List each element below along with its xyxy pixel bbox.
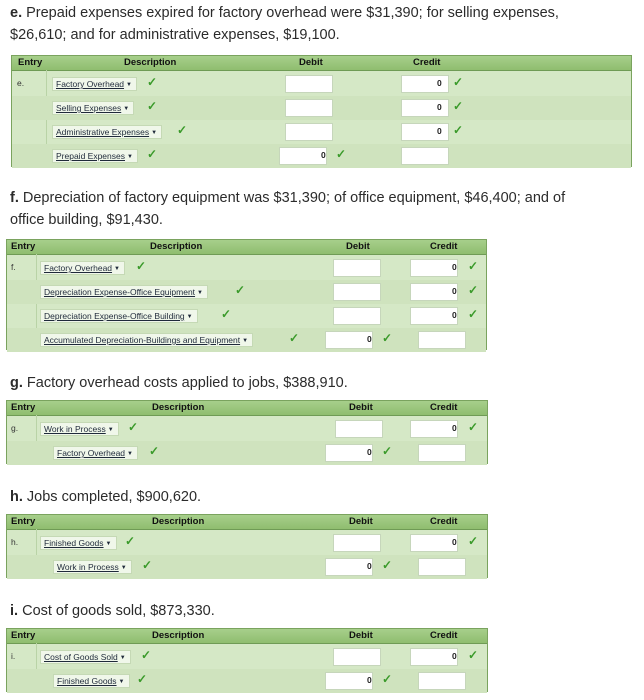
debit-input[interactable]: [335, 420, 383, 438]
debit-value: 0: [367, 447, 372, 457]
table-header: [7, 401, 487, 416]
account-name: Factory Overhead: [44, 263, 113, 273]
table-row: [7, 441, 487, 465]
check-icon: ✓: [382, 558, 393, 572]
credit-value: 0: [452, 537, 457, 547]
debit-input[interactable]: [333, 648, 381, 666]
check-icon: ✓: [136, 259, 147, 273]
prompt-f: [0, 187, 644, 231]
dropdown-arrow-icon: ▼: [197, 289, 203, 296]
entry-letter: i.: [11, 651, 16, 661]
dropdown-arrow-icon: ▼: [119, 654, 126, 661]
entry-letter: e.: [17, 78, 25, 88]
table-row: [7, 256, 486, 280]
account-select[interactable]: [40, 309, 198, 323]
prompt-i: [0, 600, 644, 622]
account-name: Administrative Expenses: [56, 127, 150, 137]
credit-input[interactable]: [410, 307, 458, 325]
account-select[interactable]: [52, 125, 162, 139]
prompt-text: office building, $91,430.: [10, 212, 163, 228]
check-icon: ✓: [453, 99, 464, 113]
account-name: Finished Goods: [44, 538, 104, 548]
account-name: Factory Overhead: [56, 79, 125, 89]
prompt-letter: h.: [10, 489, 23, 505]
account-name: Selling Expenses: [56, 103, 122, 113]
table-row: [7, 304, 486, 328]
prompt-e: [0, 2, 644, 46]
table-header: [7, 629, 487, 644]
check-icon: ✓: [177, 123, 188, 137]
credit-value: 0: [437, 126, 442, 136]
account-name: Cost of Goods Sold: [44, 652, 118, 662]
table-header: [7, 515, 487, 530]
journal-table-h: [6, 514, 488, 578]
table-row: [7, 328, 486, 352]
table-row: [12, 120, 631, 144]
section-i: [0, 600, 644, 622]
debit-input[interactable]: [325, 444, 373, 462]
credit-value: 0: [437, 102, 442, 112]
debit-value: 0: [367, 334, 372, 344]
account-select[interactable]: [53, 674, 130, 688]
check-icon: ✓: [468, 283, 479, 297]
account-select[interactable]: [53, 446, 138, 460]
entry-header: Entry: [11, 630, 36, 641]
prompt-letter: i.: [10, 603, 19, 619]
prompt-letter: g.: [10, 375, 23, 391]
credit-header: Credit: [430, 630, 458, 641]
debit-header: Debit: [349, 402, 373, 413]
dropdown-arrow-icon: ▼: [186, 313, 193, 320]
entry-header: Entry: [18, 57, 43, 68]
prompt-letter: e.: [10, 5, 23, 21]
check-icon: ✓: [453, 75, 464, 89]
dropdown-arrow-icon: ▼: [242, 337, 249, 344]
debit-header: Debit: [349, 630, 373, 641]
dropdown-arrow-icon: ▼: [107, 426, 114, 433]
entry-header: Entry: [11, 402, 36, 413]
check-icon: ✓: [128, 420, 139, 434]
description-header: Description: [152, 516, 205, 527]
credit-header: Credit: [430, 516, 458, 527]
credit-input[interactable]: [410, 648, 458, 666]
debit-input[interactable]: [285, 75, 333, 93]
account-select[interactable]: [52, 101, 134, 115]
debit-input[interactable]: [285, 99, 333, 117]
prompt-text: Prepaid expenses expired for factory overhead were $31,390; for selling expenses,: [22, 5, 559, 21]
table-row: [7, 669, 487, 693]
credit-value: 0: [437, 78, 442, 88]
credit-input[interactable]: [410, 259, 458, 277]
dropdown-arrow-icon: ▼: [151, 129, 158, 136]
dropdown-arrow-icon: ▼: [120, 564, 127, 571]
prompt-text: Factory overhead costs applied to jobs, $388,910.: [22, 375, 348, 391]
credit-header: Credit: [413, 57, 441, 68]
dropdown-arrow-icon: ▼: [118, 678, 125, 685]
credit-input[interactable]: [418, 672, 466, 690]
credit-value: 0: [452, 310, 457, 320]
debit-header: Debit: [346, 241, 370, 252]
credit-input[interactable]: [418, 331, 466, 349]
account-name: Depreciation Expense-Office Building: [44, 311, 185, 321]
credit-header: Credit: [430, 402, 458, 413]
credit-input[interactable]: [401, 147, 449, 165]
check-icon: ✓: [235, 283, 246, 297]
check-icon: ✓: [147, 147, 158, 161]
credit-header: Credit: [430, 241, 458, 252]
debit-value: 0: [367, 561, 372, 571]
debit-input[interactable]: [279, 147, 327, 165]
section-h: [0, 486, 644, 508]
debit-input[interactable]: [333, 283, 381, 301]
journal-table-g: [6, 400, 488, 464]
table-row: [12, 72, 631, 96]
debit-input[interactable]: [325, 558, 373, 576]
dropdown-arrow-icon: ▼: [114, 265, 120, 272]
prompt-letter: f.: [10, 190, 19, 206]
dropdown-arrow-icon: ▼: [127, 450, 133, 457]
account-name: Finished Goods: [57, 676, 117, 686]
prompt-h: [0, 486, 644, 508]
debit-input[interactable]: [333, 259, 381, 277]
section-e: [0, 2, 644, 46]
table-row: [7, 280, 486, 304]
check-icon: ✓: [382, 331, 393, 345]
check-icon: ✓: [468, 420, 479, 434]
journal-table-e: [11, 55, 632, 167]
check-icon: ✓: [149, 444, 160, 458]
section-f: [0, 187, 644, 231]
check-icon: ✓: [382, 672, 393, 686]
credit-input[interactable]: [418, 558, 466, 576]
account-name: Depreciation Expense-Office Equipment: [44, 287, 196, 297]
account-select[interactable]: [52, 77, 137, 91]
table-row: [7, 555, 487, 579]
credit-value: 0: [452, 262, 457, 272]
check-icon: ✓: [382, 444, 393, 458]
check-icon: ✓: [468, 648, 479, 662]
account-name: Work in Process: [44, 424, 106, 434]
table-row: [12, 96, 631, 120]
check-icon: ✓: [453, 123, 464, 137]
check-icon: ✓: [125, 534, 136, 548]
credit-input[interactable]: [410, 534, 458, 552]
table-header: [7, 240, 486, 255]
check-icon: ✓: [221, 307, 232, 321]
description-header: Description: [124, 57, 177, 68]
check-icon: ✓: [468, 307, 479, 321]
credit-input[interactable]: [410, 420, 458, 438]
entry-header: Entry: [11, 241, 36, 252]
check-icon: ✓: [468, 534, 479, 548]
journal-table-f: [6, 239, 487, 350]
account-name: Prepaid Expenses: [56, 151, 125, 161]
entry-header: Entry: [11, 516, 36, 527]
description-header: Description: [152, 630, 205, 641]
entry-letter: g.: [11, 423, 19, 433]
section-g: [0, 372, 644, 394]
check-icon: ✓: [147, 75, 158, 89]
dropdown-arrow-icon: ▼: [127, 153, 133, 160]
credit-value: 0: [452, 423, 457, 433]
prompt-text: $26,610; and for administrative expenses, $19,100.: [10, 27, 340, 43]
credit-value: 0: [452, 651, 457, 661]
debit-input[interactable]: [325, 331, 373, 349]
account-name: Factory Overhead: [57, 448, 126, 458]
check-icon: ✓: [336, 147, 347, 161]
account-name: Accumulated Depreciation-Buildings and Equipment: [44, 335, 241, 345]
prompt-text: Depreciation of factory equipment was $31,390; of office equipment, $46,400; and of: [18, 190, 566, 206]
table-header: [12, 56, 631, 71]
debit-input[interactable]: [285, 123, 333, 141]
table-row: [7, 417, 487, 441]
table-row: [12, 144, 631, 168]
check-icon: ✓: [289, 331, 300, 345]
account-name: Work in Process: [57, 562, 119, 572]
prompt-text: Cost of goods sold, $873,330.: [18, 603, 215, 619]
account-select[interactable]: [40, 650, 131, 664]
account-select[interactable]: [40, 285, 208, 299]
prompt-g: [0, 372, 644, 394]
entry-letter: h.: [11, 537, 19, 547]
debit-input[interactable]: [333, 534, 381, 552]
account-select[interactable]: [40, 422, 119, 436]
dropdown-arrow-icon: ▼: [126, 81, 132, 88]
debit-value: 0: [367, 675, 372, 685]
journal-table-i: [6, 628, 488, 692]
account-select[interactable]: [52, 149, 138, 163]
table-row: [7, 645, 487, 669]
description-header: Description: [150, 241, 203, 252]
debit-header: Debit: [299, 57, 323, 68]
credit-input[interactable]: [410, 283, 458, 301]
credit-value: 0: [452, 286, 457, 296]
check-icon: ✓: [137, 672, 148, 686]
account-select[interactable]: [40, 261, 125, 275]
description-header: Description: [152, 402, 205, 413]
credit-input[interactable]: [418, 444, 466, 462]
account-select[interactable]: [40, 333, 253, 347]
check-icon: ✓: [147, 99, 158, 113]
check-icon: ✓: [468, 259, 479, 273]
debit-input[interactable]: [333, 307, 381, 325]
table-row: [7, 531, 487, 555]
prompt-text: Jobs completed, $900,620.: [22, 489, 202, 505]
debit-value: 0: [321, 150, 326, 160]
dropdown-arrow-icon: ▼: [123, 105, 130, 112]
check-icon: ✓: [142, 558, 153, 572]
debit-header: Debit: [349, 516, 373, 527]
account-select[interactable]: [40, 536, 117, 550]
entry-letter: f.: [11, 262, 16, 272]
check-icon: ✓: [141, 648, 152, 662]
dropdown-arrow-icon: ▼: [105, 540, 112, 547]
account-select[interactable]: [53, 560, 132, 574]
debit-input[interactable]: [325, 672, 373, 690]
